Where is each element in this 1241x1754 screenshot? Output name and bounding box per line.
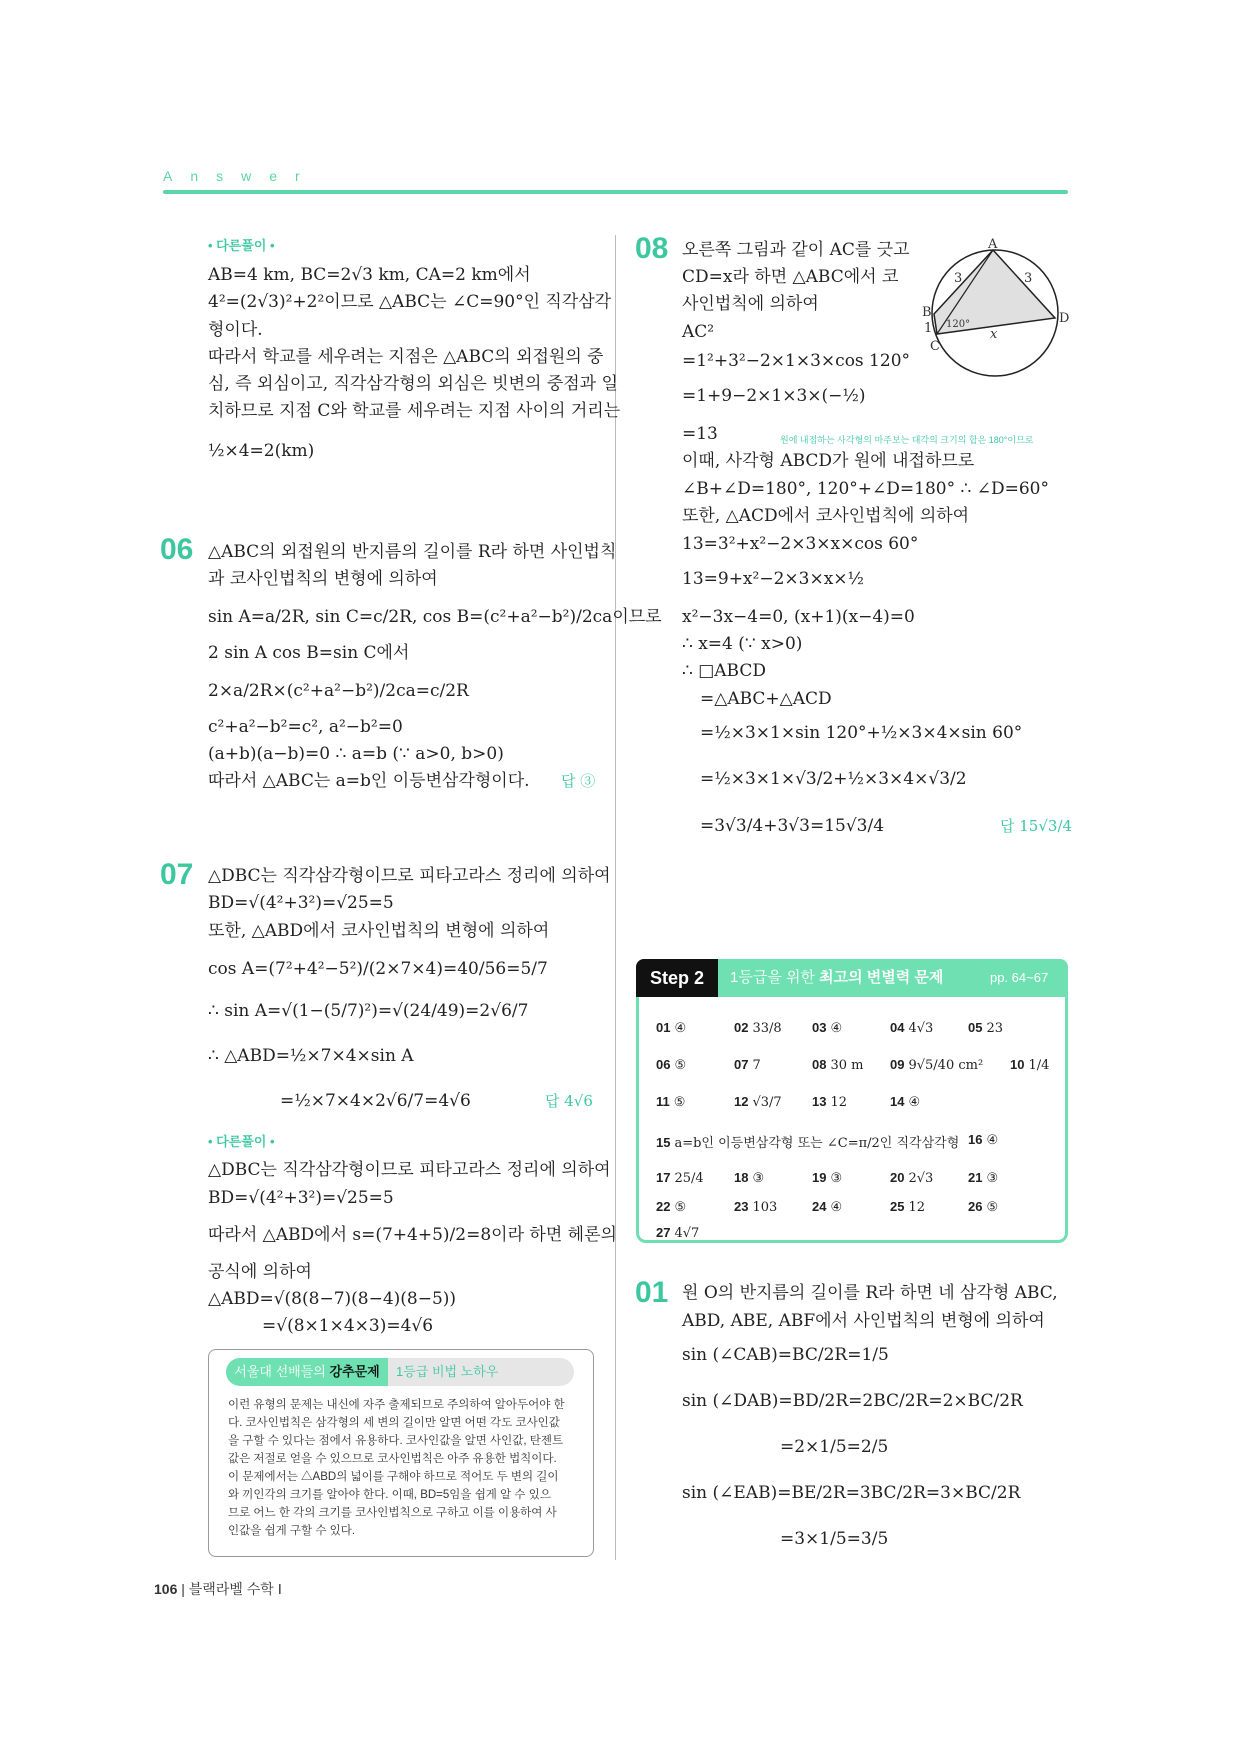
formula-line: =1²+3²−2×1×3×cos 120°: [682, 351, 911, 371]
answer-number: 08: [812, 1057, 827, 1072]
answer-14: [890, 1094, 920, 1110]
text-line: 2 sin A cos B=sin C에서: [208, 643, 410, 663]
formula-line: sin A=a/2R, sin C=c/2R, cos B=(c²+a²−b²)/2ca이므로: [208, 607, 662, 627]
answer-number: 21: [968, 1170, 983, 1185]
page-footer: 106 | 블랙라벨 수학 Ⅰ: [154, 1581, 282, 1597]
text-line: △ABC의 외접원의 반지름의 길이를 R라 하면 사인법칙: [208, 542, 617, 562]
answer-number: 19: [812, 1170, 827, 1185]
answer-15: [656, 1132, 959, 1151]
formula-line: AC²: [682, 322, 715, 342]
formula-line: =13: [682, 424, 718, 444]
answer-20: [890, 1170, 933, 1186]
answer-10: [1010, 1057, 1049, 1073]
formula-line: 13=9+x²−2×3×x×½: [682, 569, 865, 589]
header-title: Answer: [163, 168, 318, 184]
formula-line: △ABD=√(8(8−7)(8−4)(8−5)): [208, 1289, 457, 1309]
tip-body: [228, 1396, 578, 1540]
answer-04: [890, 1020, 933, 1036]
answer-17: [656, 1170, 704, 1186]
tip-right-label: 1등급 비법 노하우: [396, 1364, 499, 1379]
formula-line: ∴ △ABD=½×7×4×sin A: [208, 1046, 414, 1066]
answer-26: [968, 1199, 998, 1215]
text-line: 치하므로 지점 C와 학교를 세우려는 지점 사이의 거리는: [208, 401, 621, 421]
answer-05: [968, 1020, 1003, 1036]
formula-line: =½×3×1×sin 120°+½×3×4×sin 60°: [700, 723, 1023, 743]
column-divider: [615, 235, 616, 1560]
text-line: 사인법칙에 의하여: [682, 294, 819, 314]
step2-title: 1등급을 위한 최고의 변별력 문제: [730, 969, 944, 986]
answer-value: ④: [986, 1133, 999, 1148]
formula-line: =2×1/5=2/5: [780, 1437, 889, 1457]
label-a: A: [988, 238, 998, 252]
label-ab-length: 3: [954, 271, 963, 286]
answer-19: [812, 1170, 842, 1186]
formula-line: (a+b)(a−b)=0 ∴ a=b (∵ a>0, b>0): [208, 744, 504, 764]
tip-line: 다. 코사인법칙은 삼각형의 세 변의 길이만 알면 어떤 각도 코사인값: [228, 1417, 560, 1429]
answer-03: [812, 1020, 842, 1036]
answer-value: ⑤: [674, 1200, 687, 1215]
answer-value: ⑤: [673, 1095, 686, 1110]
tip-left-label: 서울대 선배들의 강추문제: [226, 1358, 388, 1386]
answer-number: 02: [734, 1020, 749, 1035]
text-line: AB=4 km, BC=2√3 km, CA=2 km에서: [208, 265, 531, 285]
text-line: 형이다.: [208, 320, 263, 340]
text-line: △DBC는 직각삼각형이므로 피타고라스 정리에 의하여: [208, 1160, 611, 1180]
question-number-06: 06: [160, 533, 194, 566]
answer-value: √3/7: [752, 1095, 782, 1110]
answer-value: 4√3: [908, 1021, 934, 1036]
answer-08: [812, 1057, 863, 1073]
formula-line: x²−3x−4=0, (x+1)(x−4)=0: [682, 607, 915, 627]
text-line: 또한, △ABD에서 코사인법칙의 변형에 의하여: [208, 921, 550, 941]
formula-line: =½×3×1×√3/2+½×3×4×√3/2: [700, 769, 967, 789]
answer-value: ④: [674, 1021, 687, 1036]
answer-number: 20: [890, 1170, 905, 1185]
answer-value: ③: [986, 1171, 999, 1186]
answer-01: [656, 1020, 686, 1036]
answer-value: ⑤: [674, 1058, 687, 1073]
q06-answer: 답 ③: [561, 772, 596, 790]
answer-number: 26: [968, 1199, 983, 1214]
q08-note: 원에 내접하는 사각형의 마주보는 대각의 크기의 합은 180°이므로: [780, 435, 1034, 445]
answer-value: 33/8: [752, 1021, 782, 1036]
text-line: 따라서 △ABC는 a=b인 이등변삼각형이다.: [208, 771, 530, 791]
answer-value: ③: [752, 1171, 765, 1186]
text-line: 또한, △ACD에서 코사인법칙에 의하여: [682, 506, 970, 526]
answer-value: 12: [908, 1200, 926, 1215]
label-bc-length: 1: [924, 321, 933, 336]
formula-line: =3√3/4+3√3=15√3/4: [700, 816, 885, 836]
formula-line: sin (∠DAB)=BD/2R=2BC/2R=2×BC/2R: [682, 1391, 1023, 1411]
answer-value: 4√7: [674, 1226, 700, 1241]
answer-value: 9√5/40 cm²: [908, 1058, 984, 1073]
formula-line: =½×7×4×2√6/7=4√6: [280, 1091, 471, 1111]
answer-22: [656, 1199, 686, 1215]
answer-value: ④: [830, 1021, 843, 1036]
formula-line: BD=√(4²+3²)=√25=5: [208, 893, 394, 913]
answer-number: 01: [656, 1020, 671, 1035]
answer-27: [656, 1225, 699, 1241]
text-line: 4²=(2√3)²+2²이므로 △ABC는 ∠C=90°인 직각삼각: [208, 292, 612, 312]
answer-number: 15: [656, 1135, 671, 1150]
answer-07: [734, 1057, 761, 1073]
formula-line: 2×a/2R×(c²+a²−b²)/2ca=c/2R: [208, 681, 469, 701]
formula-line: ∴ □ABCD: [682, 661, 767, 681]
answer-number: 10: [1010, 1057, 1025, 1072]
answer-number: 05: [968, 1020, 983, 1035]
formula-line: BD=√(4²+3²)=√25=5: [208, 1188, 394, 1208]
answer-02: [734, 1020, 782, 1036]
answer-number: 25: [890, 1199, 905, 1214]
text-line: ABD, ABE, ABF에서 사인법칙의 변형에 의하여: [682, 1311, 1045, 1331]
text-line: 이때, 사각형 ABCD가 원에 내접하므로: [682, 451, 975, 471]
answer-number: 24: [812, 1199, 827, 1214]
answer-16: [968, 1132, 998, 1148]
answer-number: 17: [656, 1170, 671, 1185]
formula-line: =3×1/5=3/5: [780, 1529, 889, 1549]
text-line: 과 코사인법칙의 변형에 의하여: [208, 569, 438, 589]
formula-line: sin (∠EAB)=BE/2R=3BC/2R=3×BC/2R: [682, 1483, 1021, 1503]
tip-line: 이 문제에서는 △ABD의 넓이를 구해야 하므로 적어도 두 변의 길이: [228, 1471, 559, 1483]
formula-line: ∴ x=4 (∵ x>0): [682, 634, 803, 654]
answer-number: 12: [734, 1094, 749, 1109]
tip-line: 값은 저절로 얻을 수 있으므로 코사인법칙은 아주 유용한 법칙이다.: [228, 1453, 557, 1465]
label-ad-length: 3: [1024, 271, 1033, 286]
tip-line: 인값을 쉽게 구할 수 있다.: [228, 1525, 356, 1537]
answer-24: [812, 1199, 842, 1215]
step2-pages: pp. 64~67: [990, 970, 1049, 985]
answer-18: [734, 1170, 764, 1186]
formula-line: =1+9−2×1×3×(−½): [682, 386, 866, 406]
answer-value: 7: [752, 1058, 761, 1073]
tip-line: 므로 어느 한 각의 크기를 코사인법칙으로 구하고 이를 이용하여 사: [228, 1507, 557, 1519]
text-line: △DBC는 직각삼각형이므로 피타고라스 정리에 의하여: [208, 866, 611, 886]
answer-number: 04: [890, 1020, 905, 1035]
answer-25: [890, 1199, 925, 1215]
q07-answer: 답 4√6: [545, 1092, 593, 1110]
answer-number: 16: [968, 1132, 983, 1147]
answer-12: [734, 1094, 782, 1110]
answer-06: [656, 1057, 686, 1073]
answer-21: [968, 1170, 998, 1186]
answer-23: [734, 1199, 777, 1215]
question-number-08: 08: [635, 232, 669, 265]
answer-value: ⑤: [986, 1200, 999, 1215]
answer-number: 23: [734, 1199, 749, 1214]
tip-line: 을 구할 수 있다는 점에서 유용하다. 코사인값을 알면 사인값, 탄젠트: [228, 1435, 564, 1447]
answer-value: 103: [752, 1200, 778, 1215]
answer-value: ③: [830, 1171, 843, 1186]
text-line: 따라서 △ABD에서 s=(7+4+5)/2=8이라 하면 헤론의: [208, 1225, 617, 1245]
answer-value: 30 m: [830, 1058, 864, 1073]
step2-tag: Step 2: [636, 959, 718, 997]
formula-line: sin (∠CAB)=BC/2R=1/5: [682, 1345, 889, 1365]
formula-line: 13=3²+x²−2×3×x×cos 60°: [682, 534, 919, 554]
cyclic-quadrilateral-diagram: [920, 238, 1070, 383]
label-x: x: [990, 327, 998, 342]
formula-line: ∠B+∠D=180°, 120°+∠D=180° ∴ ∠D=60°: [682, 479, 1049, 499]
answer-value: 23: [986, 1021, 1004, 1036]
answer-number: 22: [656, 1199, 671, 1214]
header-rule: [163, 190, 1068, 194]
alt-solution-label-1: • 다른풀이 •: [208, 238, 275, 253]
answer-number: 11: [656, 1094, 670, 1109]
formula-line: =△ABC+△ACD: [700, 689, 832, 709]
text-line: 공식에 의하여: [208, 1262, 312, 1282]
answer-value: 1/4: [1028, 1058, 1050, 1073]
text-line: ½×4=2(km): [208, 441, 315, 461]
answer-value: 2√3: [908, 1171, 934, 1186]
formula-line: =√(8×1×4×3)=4√6: [262, 1316, 434, 1336]
text-line: 오른쪽 그림과 같이 AC를 긋고: [682, 240, 910, 260]
answer-09: [890, 1057, 983, 1073]
answer-number: 09: [890, 1057, 905, 1072]
formula-line: cos A=(7²+4²−5²)/(2×7×4)=40/56=5/7: [208, 959, 548, 979]
alt-solution-label-2: • 다른풀이 •: [208, 1134, 275, 1149]
step2-box: [636, 959, 1068, 1243]
answer-13: [812, 1094, 847, 1110]
answer-value: ④: [830, 1200, 843, 1215]
answer-number: 07: [734, 1057, 749, 1072]
text-line: 원 O의 반지름의 길이를 R라 하면 네 삼각형 ABC,: [682, 1283, 1058, 1303]
answer-number: 27: [656, 1225, 671, 1240]
tip-line: 와 끼인각의 크기를 알아야 한다. 이때, BD=5임을 쉽게 알 수 있으: [228, 1489, 551, 1501]
text-line: CD=x라 하면 △ABC에서 코: [682, 267, 899, 287]
answer-number: 06: [656, 1057, 671, 1072]
tip-line: 이런 유형의 문제는 내신에 자주 출제되므로 주의하여 알아두어야 한: [228, 1399, 565, 1411]
answer-value: a=b인 이등변삼각형 또는 ∠C=π/2인 직각삼각형: [674, 1136, 960, 1151]
answer-value: 12: [830, 1095, 848, 1110]
question-number-01: 01: [635, 1276, 669, 1309]
answer-11: [656, 1094, 685, 1110]
label-b: B: [922, 305, 932, 320]
question-number-07: 07: [160, 858, 194, 891]
answer-value: ④: [908, 1095, 921, 1110]
answer-value: 25/4: [674, 1171, 704, 1186]
label-c: C: [930, 339, 940, 354]
text-line: 따라서 학교를 세우려는 지점은 △ABC의 외접원의 중: [208, 347, 604, 367]
answer-number: 03: [812, 1020, 827, 1035]
formula-line: ∴ sin A=√(1−(5/7)²)=√(24/49)=2√6/7: [208, 1001, 529, 1021]
text-line: 심, 즉 외심이고, 직각삼각형의 외심은 빗변의 중점과 일: [208, 374, 618, 394]
label-d: D: [1059, 311, 1070, 326]
answer-number: 18: [734, 1170, 749, 1185]
formula-line: c²+a²−b²=c², a²−b²=0: [208, 717, 403, 737]
label-angle: 120°: [946, 319, 971, 330]
answer-number: 13: [812, 1094, 827, 1109]
q08-answer: 답 15√3/4: [1000, 817, 1073, 835]
answer-number: 14: [890, 1094, 905, 1109]
